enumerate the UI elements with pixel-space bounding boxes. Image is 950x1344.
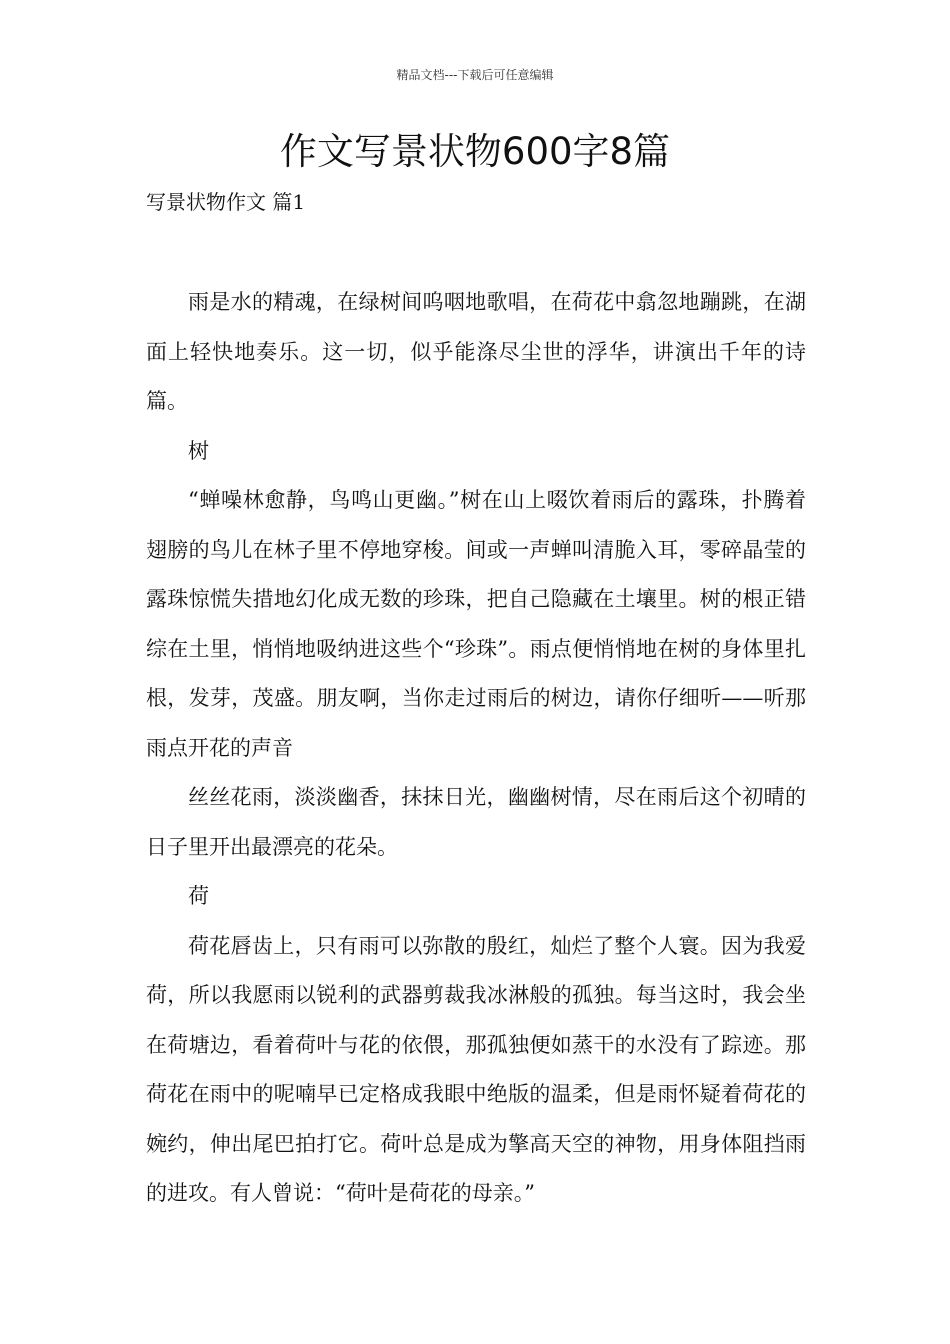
document-title: 作文写景状物600字8篇	[279, 130, 671, 173]
paragraph-tree: “蝉噪林愈静，鸟鸣山更幽。”树在山上啜饮着雨后的露珠，扑腾着翅膀的鸟儿在林子里不停地穿梭。间或一声蝉叫清脆入耳，零碎晶莹的露珠惊慌失措地幻化成无数的珍珠，把自己隐藏在土壤里。树的根正错综在土里，悄悄地吸纳进这些个“珍珠”。雨点便悄悄地在树的身体里扎根，发芽，茂盛。朋友啊，当你走过雨后的树边，请你仔细听——听那雨点开花的声音	[146, 488, 806, 760]
subheading-lotus: 荷	[188, 884, 209, 908]
subheading-tree: 树	[188, 438, 209, 463]
paragraph-intro: 雨是水的精魂，在绿树间呜咽地歌唱，在荷花中翕忽地蹦跳，在湖面上轻快地奏乐。这一切，似乎能涤尽尘世的浮华，讲演出千年的诗篇。	[146, 290, 806, 413]
header-note: 精品文档---下载后可任意编辑	[396, 68, 554, 82]
section-heading: 写景状物作文 篇1	[146, 190, 306, 214]
body-text	[146, 278, 806, 1219]
paragraph-lotus: 荷花唇齿上，只有雨可以弥散的殷红，灿烂了整个人寰。因为我爱荷，所以我愿雨以锐利的武器剪裁我冰淋般的孤独。每当这时，我会坐在荷塘边，看着荷叶与花的依偎，那孤独便如蒸干的水没有了踪迹。那荷花在雨中的呢喃早已定格成我眼中绝版的温柔，但是雨怀疑着荷花的婉约，伸出尾巴拍打它。荷叶总是成为擎高天空的神物，用身体阻挡雨的进攻。有人曾说：“荷叶是荷花的母亲。”	[146, 933, 806, 1205]
paragraph-flower-rain: 丝丝花雨，淡淡幽香，抹抹日光，幽幽树情，尽在雨后这个初晴的日子里开出最漂亮的花朵。	[146, 785, 806, 859]
